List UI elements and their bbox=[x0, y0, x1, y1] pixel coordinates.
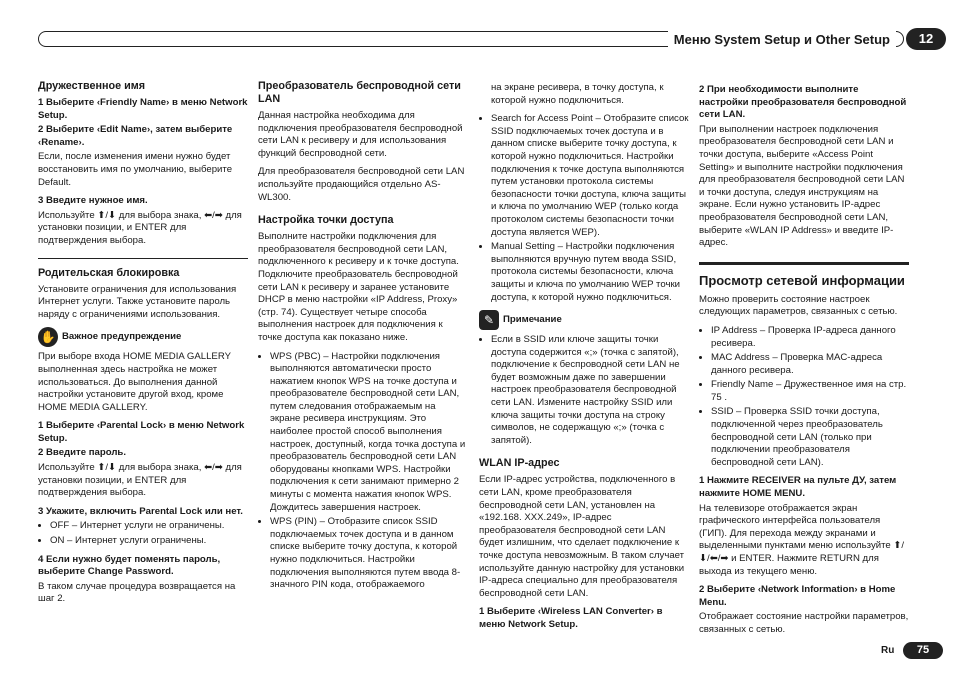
step: 3 Укажите, включить Parental Lock или нет. bbox=[38, 505, 243, 517]
paragraph: на экране ресивера, в точку доступа, к которой нужно подключиться. bbox=[491, 82, 664, 106]
list-item: • WPS (PBC) – Настройки подключения выполняются автоматически просто нажатием кнопок WPS на точке доступа и преобразователе беспроводной сети LAN, путем следования отображаемым на экране ресивера инструкциям. Это наиболее простой способ выполнения настроек, доступный, когда точка доступа и преобразователь беспроводной сети LAN оборудованы кнопками WPS. Настройки подключения к сети занимают примерно 2 минуты с момента нажатия кнопок WPS. Дождитесь завершения настроек. bbox=[270, 351, 468, 515]
subsection-title-access-point: Настройка точки доступа bbox=[258, 214, 394, 227]
page-header-title: Меню System Setup и Other Setup bbox=[668, 31, 896, 49]
paragraph: Если, после изменения имени нужно будет восстановить имя по умолчанию, выберите Default. bbox=[38, 151, 233, 188]
list-item: • IP Address – Проверка IP-адреса данного ресивера. bbox=[711, 325, 909, 350]
section-divider bbox=[38, 258, 248, 259]
column-2 bbox=[258, 80, 468, 598]
paragraph: Если IP-адрес устройства, подключенного в сети LAN, кроме преобразователя беспроводной сети LAN, установлен на «192.168. XXX.249», IP-адрес преобразователя беспроводной сети LAN будет излишним, что сделает подключение к точке доступа невозможным. В таком случает используйте данную настройку для установки IP-адреса специально для преобразователя беспроводной сети LAN. bbox=[479, 474, 685, 599]
column-4 bbox=[699, 84, 909, 643]
paragraph: Можно проверить состояние настроек следующих параметров, связанных с сетью. bbox=[699, 293, 898, 318]
paragraph: Используйте ⬆/⬇ для выбора знака, ⬅/➡ для установки позиции, и ENTER для подтверждения выбора. bbox=[38, 209, 242, 246]
step: 4 Если нужно будет поменять пароль, выберите Change Password. bbox=[38, 553, 221, 578]
bullet-list bbox=[479, 334, 689, 447]
important-note-title: Важное предупреждение bbox=[62, 331, 182, 343]
step: 2 Выберите ‹Network Information› в Home Menu. bbox=[699, 584, 896, 608]
note-header bbox=[479, 310, 689, 330]
step: 1 Нажмите RECEIVER на пульте ДУ, затем нажмите HOME MENU. bbox=[699, 475, 897, 500]
section-title-converter: Преобразователь беспроводной сети LAN bbox=[258, 80, 461, 105]
section-title-friendly-name: Дружественное имя bbox=[38, 80, 146, 92]
section-divider bbox=[699, 262, 909, 265]
list-item: • Если в SSID или ключе защиты точки доступа содержится «;» (точка с запятой), подключение к беспроводной сети LAN не будет возможным даже по завершении настроек преобразователя беспроводной сети LAN. Измените настройку SSID или ключа защиты точки доступа на строку символов, не содержащую «;» (точка с запятой). bbox=[491, 334, 689, 447]
step: 2 Выберите ‹Edit Name›, затем выберите ‹Rename›. bbox=[38, 124, 233, 148]
list-item: • ON – Интернет услуги ограничены. bbox=[50, 535, 248, 548]
step: 1 Выберите ‹Friendly Name› в меню Network Setup. bbox=[38, 97, 248, 121]
bullet-list bbox=[38, 520, 248, 547]
step: 3 Введите нужное имя. bbox=[38, 195, 148, 207]
chapter-badge: 12 bbox=[906, 28, 946, 50]
paragraph: Для преобразователя беспроводной сети LAN используйте продающийся отдельно AS-WL300. bbox=[258, 166, 465, 203]
paragraph: На телевизоре отображается экран графического интерфейса пользователя (ГИП). Для перехода между экранами и выделенными пунктами меню используйте ⬆/⬇/⬅/➡ и ENTER. Нажмите RETURN для выхода из текущего меню. bbox=[699, 502, 905, 577]
paragraph: Данная настройка необходима для подключения преобразователя беспроводной сети LAN к ресиверу и для использования функций беспроводной сети. bbox=[258, 110, 463, 159]
column-3 bbox=[479, 82, 689, 634]
paragraph: Установите ограничения для использования Интернет услуги. Также установите пароль наряду с ограничениями использования. bbox=[38, 283, 237, 320]
paragraph: При выполнении настроек подключения преобразователя беспроводной сети LAN и точки доступа, выберите «Access Point Setting» и выполните настройки подключения для преобразователя беспроводной сети LAN и точки доступа, следуя инструкциям на экране. Если нужно установить IP-адрес преобразователя беспроводной сети LAN, выберите «WLAN IP Address» и введите IP-адрес. bbox=[699, 123, 905, 249]
step: 1 Выберите ‹Wireless LAN Converter› в меню Network Setup. bbox=[479, 606, 663, 630]
paragraph: Отображает состояние настройки параметров, связанных с сетью. bbox=[699, 611, 909, 635]
bullet-list bbox=[479, 113, 689, 304]
step: 2 Введите пароль. bbox=[38, 447, 126, 459]
list-item: • Search for Access Point – Отобразите список SSID подключаемых точек доступа и в данном списке выберите точку доступа, к которой нужно подключиться. Настройки подключения к точке доступа выполняются путем установки протокола системы безопасности точки доступа, ключа защиты и ключа по умолчанию WEP (только когда протоколом системы безопасности точки доступа является WEP). bbox=[491, 113, 689, 239]
list-item: • MAC Address – Проверка MAC-адреса данного ресивера. bbox=[711, 352, 909, 377]
language-label: Ru bbox=[881, 645, 895, 656]
paragraph: В таком случае процедура возвращается на шаг 2. bbox=[38, 580, 236, 605]
page-number: 75 bbox=[903, 642, 943, 659]
step: 1 Выберите ‹Parental Lock› в меню Network Setup. bbox=[38, 420, 245, 444]
subsection-title-wlan-ip: WLAN IP-адрес bbox=[479, 457, 560, 470]
pencil-icon: ✎ bbox=[479, 310, 499, 330]
bullet-list bbox=[699, 325, 909, 470]
warning-icon: ✋ bbox=[38, 327, 58, 347]
paragraph: Используйте ⬆/⬇ для выбора знака, ⬅/➡ для установки позиции, и ENTER для подтверждения выбора. bbox=[38, 462, 242, 499]
column-1 bbox=[38, 80, 248, 612]
list-item: • OFF – Интернет услуги не ограничены. bbox=[50, 520, 248, 533]
important-note-header bbox=[38, 327, 248, 347]
paragraph: При выборе входа HOME MEDIA GALLERY выполненная здесь настройка не может использоваться. До выполнения данной настройки установите другой вход, кроме HOME MEDIA GALLERY. bbox=[38, 351, 231, 413]
step: 2 При необходимости выполните настройки преобразователя беспроводной сети LAN. bbox=[699, 84, 907, 121]
section-title-parental-lock: Родительская блокировка bbox=[38, 266, 180, 279]
list-item: • Friendly Name – Дружественное имя на стр. 75 . bbox=[711, 379, 909, 404]
paragraph: Выполните настройки подключения для преобразователя беспроводной сети LAN, подключенного к ресиверу и к точке доступа. Подключите преобразователь беспроводной сети LAN к ресиверу и заранее установите DHCP в меню настройки «IP Address, Proxy» (стр. 74). Существует четыре способа выполнения настроек для подключения к точке доступа как показано ниже. bbox=[258, 231, 459, 343]
list-item: • SSID – Проверка SSID точки доступа, подключенной через преобразователь беспроводной сети LAN (только при подключении преобразователя беспроводной сети LAN). bbox=[711, 406, 909, 469]
list-item: • Manual Setting – Настройки подключения выполняются вручную путем ввода SSID, протокола системы безопасности, ключа защиты и ключа по умолчанию WEP точки доступа, к которой нужно подключиться. bbox=[491, 241, 689, 304]
note-title: Примечание bbox=[503, 313, 562, 325]
list-item: • WPS (PIN) – Отобразите список SSID подключаемых точек доступа и в данном списке выберите точку доступа, к которой нужно подключиться. Настройки подключения выполняются путем ввода 8-значного PIN кода, отображаемого bbox=[270, 516, 468, 592]
section-title-network-info: Просмотр сетевой информации bbox=[699, 272, 905, 288]
bullet-list bbox=[258, 351, 468, 592]
